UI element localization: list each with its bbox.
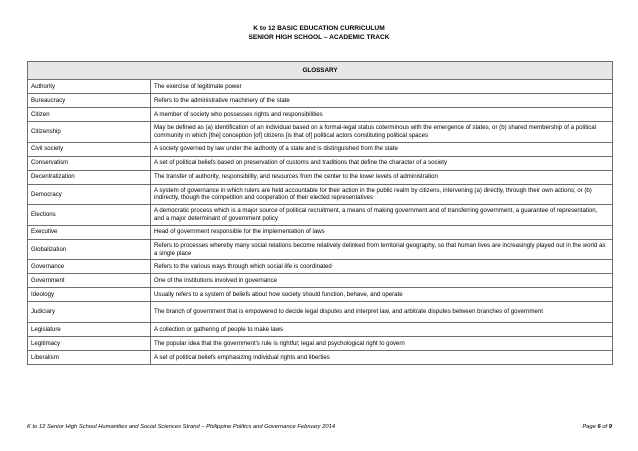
table-row	[28, 80, 613, 94]
glossary-term: Decentralization	[28, 170, 151, 184]
glossary-definition: The exercise of legitimate power	[151, 80, 613, 94]
page-prefix: Page	[582, 424, 598, 430]
glossary-heading: GLOSSARY	[28, 62, 613, 80]
table-row	[28, 184, 613, 205]
glossary-definition: Refers to the various ways through which social life is coordinated	[151, 260, 613, 274]
glossary-term: Civil society	[28, 142, 151, 156]
glossary-term: Liberalism	[28, 350, 151, 364]
glossary-definition: The transfer of authority, responsibility, and resources from the center to the lower levels of administration	[151, 170, 613, 184]
glossary-term: Executive	[28, 225, 151, 239]
glossary-term: Democracy	[28, 184, 151, 205]
glossary-definition: Usually refers to a system of beliefs about how society should function, behave, and operate	[151, 288, 613, 302]
glossary-definition: One of the institutions involved in governance	[151, 274, 613, 288]
glossary-definition: May be defined as (a) identification of an individual based on a formal-legal status coterminous with the emergence of states, or (b) shared membership of a political community in which [the] conception [of] citizens [is that of] political actors constituting political spaces	[151, 122, 613, 143]
page-mid: of	[600, 424, 609, 430]
glossary-table	[27, 61, 613, 365]
table-row	[28, 122, 613, 143]
glossary-term: Government	[28, 274, 151, 288]
glossary-body	[28, 80, 613, 365]
table-row	[28, 350, 613, 364]
table-row	[28, 336, 613, 350]
glossary-term: Globalization	[28, 239, 151, 260]
glossary-term: Legislature	[28, 322, 151, 336]
glossary-definition: A system of governance in which rulers are held accountable for their action in the public realm by citizens, intervening (a) directly, through their own actions; or (b) indirectly, though the competition and cooperation of their elected representatives	[151, 184, 613, 205]
glossary-term: Citizenship	[28, 122, 151, 143]
table-row	[28, 205, 613, 226]
table-row	[28, 156, 613, 170]
glossary-term: Judiciary	[28, 302, 151, 323]
table-row	[28, 94, 613, 108]
table-row	[28, 170, 613, 184]
glossary-term: Bureaucracy	[28, 94, 151, 108]
table-row	[28, 260, 613, 274]
glossary-definition: A society governed by law under the authority of a state and is distinguished from the state	[151, 142, 613, 156]
table-row	[28, 142, 613, 156]
curriculum-title: K to 12 BASIC EDUCATION CURRICULUM	[253, 25, 385, 32]
glossary-definition: A member of society who possesses rights and responsibilities	[151, 108, 613, 122]
table-row	[28, 239, 613, 260]
glossary-term: Ideology	[28, 288, 151, 302]
glossary-term: Elections	[28, 205, 151, 226]
footer-course-info: K to 12 Senior High School Humanities and Social Sciences Strand – Philippine Politics and Governance February 2014	[27, 424, 336, 430]
glossary-definition: A democratic process which is a major source of political recruitment, a means of making government and of transferring government, a guarantee of representation, and a major determinant of government policy	[151, 205, 613, 226]
table-row	[28, 274, 613, 288]
table-row	[28, 225, 613, 239]
glossary-definition: A set of political beliefs based on preservation of customs and traditions that define the character of a society	[151, 156, 613, 170]
glossary-term: Governance	[28, 260, 151, 274]
page-current: 6	[597, 424, 601, 430]
glossary-term: Legitimacy	[28, 336, 151, 350]
glossary-definition: A set of political beliefs emphasizing individual rights and liberties	[151, 350, 613, 364]
table-row	[28, 288, 613, 302]
glossary-definition: The popular idea that the government's rule is rightful; legal and psychological right to govern	[151, 336, 613, 350]
page-total: 9	[608, 424, 612, 430]
page-indicator	[582, 424, 612, 430]
glossary-definition: Head of government responsible for the implementation of laws	[151, 225, 613, 239]
table-row	[28, 322, 613, 336]
glossary-definition: A collection or gathering of people to make laws	[151, 322, 613, 336]
table-row	[28, 302, 613, 323]
glossary-term: Citizen	[28, 108, 151, 122]
glossary-definition: Refers to processes whereby many social relations become relatively delinked from territorial geography, so that human lives are increasingly played out in the world as a single place	[151, 239, 613, 260]
glossary-term: Authority	[28, 80, 151, 94]
glossary-term: Conservatism	[28, 156, 151, 170]
table-row	[28, 108, 613, 122]
track-subtitle: SENIOR HIGH SCHOOL – ACADEMIC TRACK	[248, 34, 390, 41]
glossary-definition: Refers to the administrative machinery of the state	[151, 94, 613, 108]
glossary-definition: The branch of government that is empowered to decide legal disputes and interpret law, and arbitrate disputes between branches of government	[151, 302, 613, 323]
